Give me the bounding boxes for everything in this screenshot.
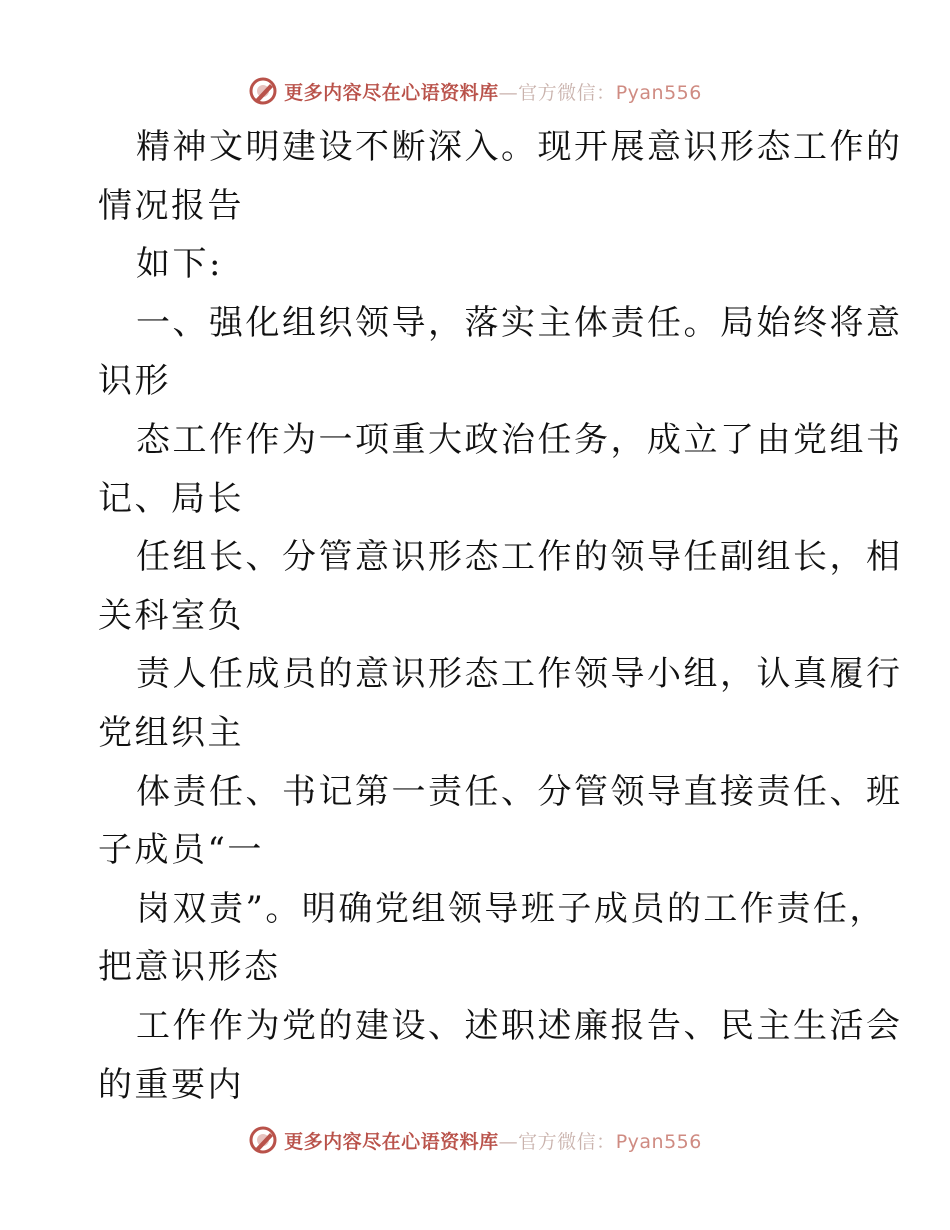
watermark-dash: — — [498, 81, 519, 104]
text-line: 情况报告 — [98, 185, 244, 226]
text-line: 体责任、书记第一责任、分管领导直接责任、班 — [136, 771, 903, 812]
text-line: 识形 — [98, 361, 171, 402]
document-body — [98, 118, 903, 1114]
watermark-brand: 更多内容尽在心语资料库 — [284, 1130, 499, 1153]
text-line: 的重要内 — [98, 1064, 244, 1105]
text-line: 记、局长 — [98, 478, 244, 519]
text-line: 精神文明建设不断深入。现开展意识形态工作的 — [136, 127, 903, 167]
header-watermark — [0, 71, 950, 111]
watermark-brand: 更多内容尽在心语资料库 — [284, 81, 499, 104]
text-line: 党组织主 — [98, 712, 244, 753]
watermark-text — [284, 78, 702, 105]
text-line: 态工作作为一项重大政治任务，成立了由党组书 — [136, 419, 903, 460]
text-line: 任组长、分管意识形态工作的领导任副组长，相 — [136, 537, 903, 578]
pen-seal-logo-icon — [248, 76, 278, 106]
text-line: 子成员“一 — [98, 830, 264, 871]
footer-watermark — [0, 1120, 950, 1160]
text-line: 一、强化组织领导，落实主体责任。局始终将意 — [136, 302, 903, 343]
watermark-official: 官方微信： — [518, 1130, 616, 1153]
watermark-dash: — — [498, 1130, 519, 1153]
watermark-id: Pyan556 — [615, 1130, 702, 1153]
watermark-id: Pyan556 — [615, 81, 702, 104]
text-line: 岗双责”。明确党组领导班子成员的工作责任， — [136, 888, 886, 929]
watermark-text — [284, 1127, 702, 1154]
text-line: 把意识形态 — [98, 947, 281, 988]
text-line: 如下: — [136, 244, 223, 285]
text-line: 工作作为党的建设、述职述廉报告、民主生活会 — [136, 1005, 903, 1046]
pen-seal-logo-icon — [248, 1125, 278, 1155]
watermark-official: 官方微信： — [518, 81, 616, 104]
text-line: 责人任成员的意识形态工作领导小组，认真履行 — [136, 654, 903, 695]
text-line: 关科室负 — [98, 595, 244, 636]
